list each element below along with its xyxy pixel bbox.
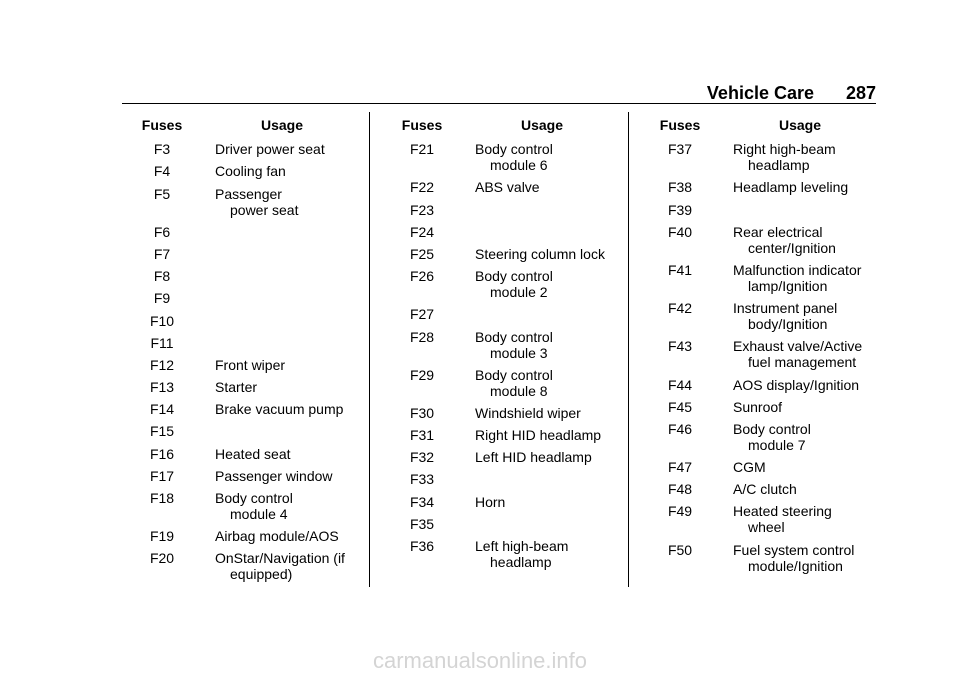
fuse-usage [215,313,366,329]
fuse-usage-line: Heated steering [733,503,832,520]
fuse-usage-line: OnStar/Navigation (if [215,550,345,567]
fuse-id: F16 [149,445,175,462]
fuse-usage-line: Malfunction indicator [733,261,862,278]
fuse-usage [215,550,366,582]
fuse-id: F13 [149,379,175,396]
table-row [122,446,366,462]
fuse-id: F12 [149,356,175,373]
table-row [122,468,366,484]
table-row [640,459,876,475]
fuse-usage [475,306,624,322]
fuse-id: F45 [667,398,693,415]
fuse-id: F28 [409,328,435,345]
fuse-usage [733,377,876,393]
fuse-id: F22 [409,179,435,196]
fuse-usage-line: Body control [475,328,553,345]
fuse-usage-line: Body control [475,268,553,285]
fuse-usage-line: module/Ignition [748,557,843,574]
fuse-id: F41 [667,261,693,278]
fuse-table-column-1 [122,115,366,582]
table-row [382,471,624,487]
fuse-usage-line: Sunroof [733,398,783,415]
fuse-usage-line: Passenger window [215,467,333,484]
fuse-usage-line: module 2 [490,284,548,301]
fuse-usage-line: Heated seat [215,445,291,462]
section-title: Vehicle Care [706,83,814,103]
fuse-id: F34 [409,493,435,510]
fuse-usage-line: Cooling fan [215,163,286,180]
fuse-usage [215,401,366,417]
fuse-usage-line: Steering column lock [475,245,605,262]
fuse-usage [215,468,366,484]
fuse-id: F29 [409,366,435,383]
fuses-column-header: Fuses [401,117,443,133]
fuse-usage [215,335,366,351]
table-row [640,202,876,218]
table-row [382,202,624,218]
fuse-usage [733,481,876,497]
fuse-usage [215,357,366,373]
table-row [640,224,876,256]
fuse-usage [475,141,624,173]
fuse-id: F44 [667,376,693,393]
table-row [640,300,876,332]
table-row [122,163,366,179]
fuse-usage [475,471,624,487]
fuse-usage-line: Passenger [215,185,282,202]
column-divider [369,112,370,587]
table-row [382,306,624,322]
fuse-id: F3 [153,141,171,158]
fuse-id: F4 [153,163,171,180]
fuse-usage-line: power seat [230,201,299,218]
fuse-usage [215,268,366,284]
fuse-usage [733,202,876,218]
fuse-usage [215,141,366,157]
fuse-usage [733,300,876,332]
table-row [382,427,624,443]
fuse-id: F49 [667,503,693,520]
fuse-usage [475,329,624,361]
fuse-usage [733,179,876,195]
table-row [122,290,366,306]
table-row [122,246,366,262]
table-row [382,224,624,240]
fuse-usage-line: module 7 [748,436,806,453]
table-row [382,538,624,570]
fuses-column-header: Fuses [659,117,701,133]
fuse-id: F24 [409,223,435,240]
fuse-id: F25 [409,245,435,262]
fuse-usage-line: Body control [215,490,293,506]
table-row [640,141,876,173]
table-row [122,224,366,240]
table-row [382,367,624,399]
fuse-usage [475,405,624,421]
table-row [640,179,876,195]
fuse-id: F14 [149,401,175,418]
fuse-id: F17 [149,467,175,484]
fuse-usage [475,494,624,510]
fuse-usage-line: equipped) [230,566,293,583]
table-row [640,338,876,370]
table-row [640,377,876,393]
fuse-usage [215,186,366,218]
table-row [122,423,366,439]
fuse-id: F10 [149,312,175,329]
fuse-usage-line: module 6 [490,157,548,174]
table-row [382,329,624,361]
fuse-usage-line: Exhaust valve/Active [733,338,863,355]
fuse-usage-line: Body control [475,141,553,158]
fuse-id: F9 [153,290,171,307]
fuse-id: F38 [667,179,693,196]
fuse-id: F33 [409,471,435,488]
table-row [382,516,624,532]
table-row [122,141,366,157]
fuse-usage [215,224,366,240]
fuse-id: F40 [667,223,693,240]
fuse-usage-line: Left high-beam [475,538,569,554]
fuse-id: F23 [409,201,435,218]
table-header-row [382,115,624,135]
fuse-id: F39 [667,201,693,218]
fuses-column-header: Fuses [141,117,183,133]
table-row [640,262,876,294]
fuse-usage-line: Headlamp leveling [733,179,849,196]
fuse-usage-line: module 3 [490,344,548,361]
fuse-usage [475,427,624,443]
fuse-usage [215,528,366,544]
fuse-usage [733,421,876,453]
fuse-usage [215,290,366,306]
fuse-usage [733,459,876,475]
fuse-usage-line: Front wiper [215,356,286,373]
fuse-usage-line: Driver power seat [215,141,325,158]
fuse-usage [733,399,876,415]
table-row [382,494,624,510]
fuse-usage [215,163,366,179]
page-number: 287 [845,83,876,103]
fuse-usage-line: headlamp [490,554,552,570]
fuse-usage [733,224,876,256]
fuse-usage-line: module 8 [490,382,548,399]
fuse-id: F42 [667,300,693,317]
fuse-usage-line: Left HID headlamp [475,449,592,466]
fuse-usage-line: Windshield wiper [475,404,581,421]
fuse-usage-line: Instrument panel [733,300,838,317]
table-row [382,268,624,300]
fuse-usage-line: Starter [215,379,258,396]
fuse-usage [475,367,624,399]
fuse-usage [215,246,366,262]
fuse-usage [733,338,876,370]
fuse-id: F11 [150,334,174,351]
fuse-id: F36 [409,538,435,554]
fuse-usage-line: Right HID headlamp [475,427,602,444]
fuse-usage-line: A/C clutch [733,481,797,498]
page-header [122,84,876,104]
fuse-usage-line: fuel management [748,354,857,371]
fuse-id: F21 [409,141,435,158]
table-row [122,528,366,544]
fuse-usage-line: center/Ignition [748,239,836,256]
usage-column-header: Usage [260,117,304,133]
fuse-usage-line: Horn [475,493,506,510]
fuse-usage-line: Airbag module/AOS [215,528,339,545]
fuse-usage-line: Fuel system control [733,541,855,558]
fuse-usage-line: Body control [733,420,811,437]
fuse-id: F20 [149,550,175,567]
fuse-usage [475,538,624,570]
table-row [640,421,876,453]
table-row [122,268,366,284]
fuse-usage-line: Rear electrical [733,223,823,240]
fuse-usage-line: ABS valve [475,179,540,196]
fuse-id: F6 [153,223,171,240]
table-row [122,335,366,351]
fuse-id: F18 [149,490,175,506]
fuse-id: F5 [153,185,171,202]
table-row [122,313,366,329]
fuse-id: F8 [153,268,171,285]
table-row [640,503,876,535]
fuse-usage-line: Body control [475,366,553,383]
table-row [382,449,624,465]
fuse-usage [215,490,366,522]
fuse-id: F7 [153,245,171,262]
usage-column-header: Usage [778,117,822,133]
fuse-id: F27 [409,306,435,323]
fuse-id: F48 [667,481,693,498]
fuse-id: F15 [149,423,175,440]
fuse-id: F43 [667,338,693,355]
fuse-usage-line: wheel [748,519,785,536]
fuse-id: F26 [409,268,435,285]
fuse-usage-line: CGM [733,459,766,476]
fuse-usage [475,202,624,218]
table-row [640,399,876,415]
fuse-usage-line: body/Ignition [748,316,828,333]
fuse-usage [733,141,876,173]
fuse-usage-line: headlamp [748,157,810,174]
fuse-usage [475,449,624,465]
table-row [122,550,366,582]
usage-column-header: Usage [520,117,564,133]
fuse-usage [215,446,366,462]
fuse-usage [733,503,876,535]
fuse-usage [475,224,624,240]
fuse-usage [215,423,366,439]
fuse-usage [475,179,624,195]
fuse-id: F31 [409,427,435,444]
fuse-usage [475,246,624,262]
fuse-table-column-3 [640,115,876,574]
watermark: carmanualsonline.info [372,648,588,673]
fuse-id: F46 [667,420,693,437]
fuse-id: F35 [409,515,435,532]
table-row [640,542,876,574]
fuse-usage-line: Brake vacuum pump [215,401,344,418]
fuse-usage [475,516,624,532]
table-row [122,401,366,417]
fuse-usage-line: AOS display/Ignition [733,376,860,393]
table-row [122,357,366,373]
table-row [122,490,366,522]
fuse-usage [475,268,624,300]
table-row [382,405,624,421]
table-row [122,186,366,218]
table-row [640,481,876,497]
table-row [382,246,624,262]
fuse-id: F50 [667,541,693,558]
table-row [122,379,366,395]
fuse-usage [733,262,876,294]
table-row [382,179,624,195]
fuse-table-column-2 [382,115,624,570]
fuse-usage [733,542,876,574]
table-row [382,141,624,173]
table-header-row [640,115,876,135]
fuse-id: F47 [667,459,693,476]
fuse-id: F32 [409,449,435,466]
fuse-usage [215,379,366,395]
fuse-usage-line: Right high-beam [733,141,836,158]
fuse-id: F30 [409,404,435,421]
fuse-usage-line: lamp/Ignition [748,277,828,294]
fuse-id: F37 [667,141,693,158]
fuse-usage-line: module 4 [230,506,288,522]
column-divider [628,112,629,587]
table-header-row [122,115,366,135]
fuse-id: F19 [149,528,175,545]
